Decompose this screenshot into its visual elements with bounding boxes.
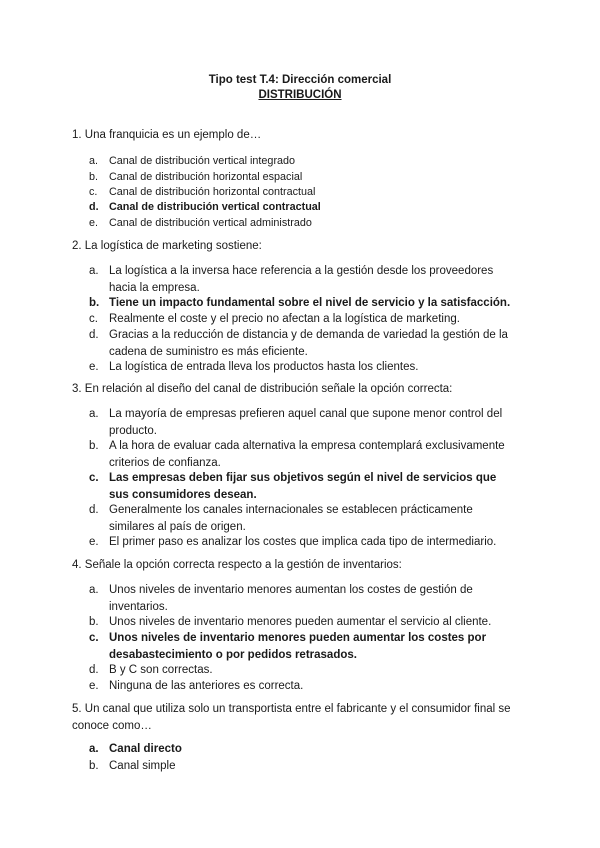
question-3-option-d: d. Generalmente los canales internacionales se establecen prácticamente similares al país de origen. bbox=[89, 504, 473, 533]
question-2-option-e: e. La logística de entrada lleva los productos hasta los clientes. bbox=[89, 361, 419, 373]
question-1-option-c: c. Canal de distribución horizontal contractual bbox=[89, 186, 316, 198]
question-5: 5. Un canal que utiliza solo un transportista entre el fabricante y el consumidor final se conoce como… bbox=[72, 703, 511, 732]
question-4-option-c-correct: c. Unos niveles de inventario menores pueden aumentar los costes por desabastecimiento o por pedidos retrasados. bbox=[89, 632, 487, 661]
question-2-option-b-correct: b. Tiene un impacto fundamental sobre el nivel de servicio y la satisfacción. bbox=[89, 297, 511, 309]
question-2-option-c: c. Realmente el coste y el precio no afectan a la logística de marketing. bbox=[89, 313, 460, 325]
question-3-option-b: b. A la hora de evaluar cada alternativa la empresa contemplará exclusivamente criterios de confianza. bbox=[89, 440, 505, 469]
question-2: 2. La logística de marketing sostiene: bbox=[72, 240, 262, 252]
document-title: Tipo test T.4: Dirección comercial bbox=[208, 74, 392, 86]
question-5-option-b: b. Canal simple bbox=[89, 760, 176, 772]
question-1-option-d-correct: d. Canal de distribución vertical contractual bbox=[89, 201, 321, 213]
question-4-option-e: e. Ninguna de las anteriores es correcta. bbox=[89, 680, 304, 692]
question-1: 1. Una franquicia es un ejemplo de… bbox=[72, 129, 262, 141]
question-1-option-e: e. Canal de distribución vertical administrado bbox=[89, 217, 312, 229]
question-2-option-d: d. Gracias a la reducción de distancia y de demanda de variedad la gestión de la cadena de suministro es más eficiente. bbox=[89, 329, 508, 358]
question-3-option-e: e. El primer paso es analizar los costes que implica cada tipo de intermediario. bbox=[89, 536, 497, 548]
question-4: 4. Señale la opción correcta respecto a la gestión de inventarios: bbox=[72, 559, 402, 571]
question-3-option-a: a. La mayoría de empresas prefieren aquel canal que supone menor control del producto. bbox=[89, 408, 503, 437]
question-5-option-a-correct: a. Canal directo bbox=[89, 743, 182, 755]
question-4-option-d: d. B y C son correctas. bbox=[89, 664, 213, 676]
question-1-option-b: b. Canal de distribución horizontal espacial bbox=[89, 171, 303, 183]
question-3-option-c-correct: c. Las empresas deben fijar sus objetivos según el nivel de servicios que sus consumidores desean. bbox=[89, 472, 497, 501]
question-4-option-a: a. Unos niveles de inventario menores aumentan los costes de gestión de inventarios. bbox=[89, 584, 473, 613]
question-3: 3. En relación al diseño del canal de distribución señale la opción correcta: bbox=[72, 383, 453, 395]
question-2-option-a: a. La logística a la inversa hace referencia a la gestión desde los proveedores hacia la empresa. bbox=[89, 265, 494, 294]
question-4-option-b: b. Unos niveles de inventario menores pueden aumentar el servicio al cliente. bbox=[89, 616, 492, 628]
question-1-option-a: a. Canal de distribución vertical integrado bbox=[89, 155, 296, 167]
document-subtitle: DISTRIBUCIÓN bbox=[258, 89, 342, 101]
